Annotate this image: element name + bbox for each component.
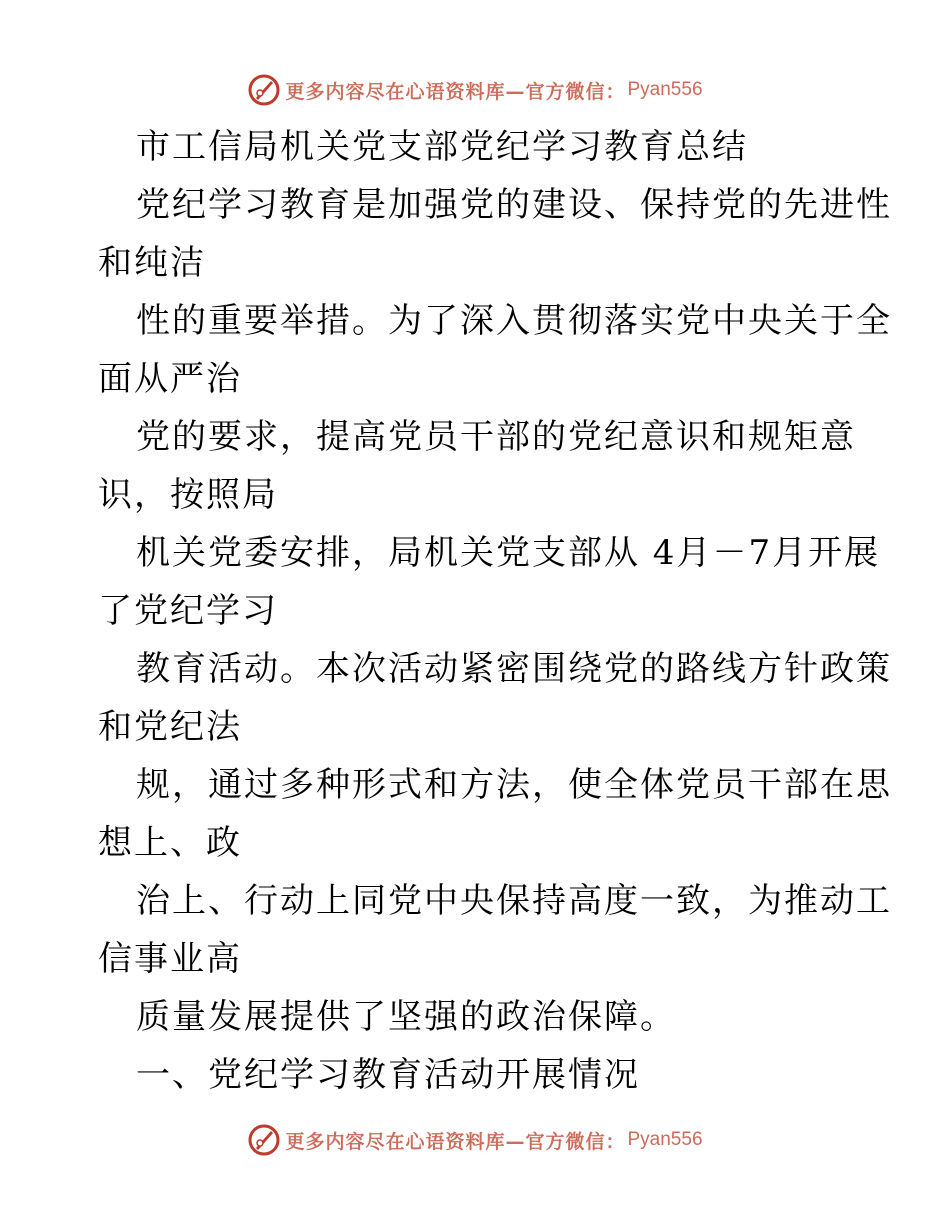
text-line: 信事业高 [98,939,242,979]
text-line: 质量发展提供了坚强的政治保障。 [136,997,676,1037]
text-line: 性的重要举措。为了深入贯彻落实党中央关于全 [136,301,892,341]
text-line: 党纪学习教育是加强党的建设、保持党的先进性 [136,185,892,225]
document-title: 市工信局机关党支部党纪学习教育总结 [136,127,748,167]
text-line: 想上、政 [98,823,242,863]
watermark-text: 更多内容尽在心语资料库—官方微信： [285,80,626,103]
text-line: 治上、行动上同党中央保持高度一致，为推动工 [136,881,892,921]
watermark-id: Pyan556 [627,79,703,100]
text-line: 机关党委安排，局机关党支部从 4月－7月开展 [136,533,881,573]
quill-logo-icon [247,73,281,107]
text-line: 规，通过多种形式和方法，使全体党员干部在思 [136,765,892,805]
text-line: 面从严治 [98,359,242,399]
document-body [98,118,892,1104]
text-line: 教育活动。本次活动紧密围绕党的路线方针政策 [136,649,892,689]
text-line: 和纯洁 [98,243,206,283]
text-line: 和党纪法 [98,707,242,747]
quill-logo-icon [247,1123,281,1157]
watermark-id: Pyan556 [627,1129,703,1150]
text-line: 了党纪学习 [98,591,278,631]
section-heading: 一、党纪学习教育活动开展情况 [136,1055,640,1095]
watermark-header [0,70,950,110]
text-line: 党的要求，提高党员干部的党纪意识和规矩意 [136,417,856,457]
text-line: 识，按照局 [98,475,278,515]
watermark-text: 更多内容尽在心语资料库—官方微信： [285,1130,626,1153]
watermark-footer [0,1120,950,1160]
